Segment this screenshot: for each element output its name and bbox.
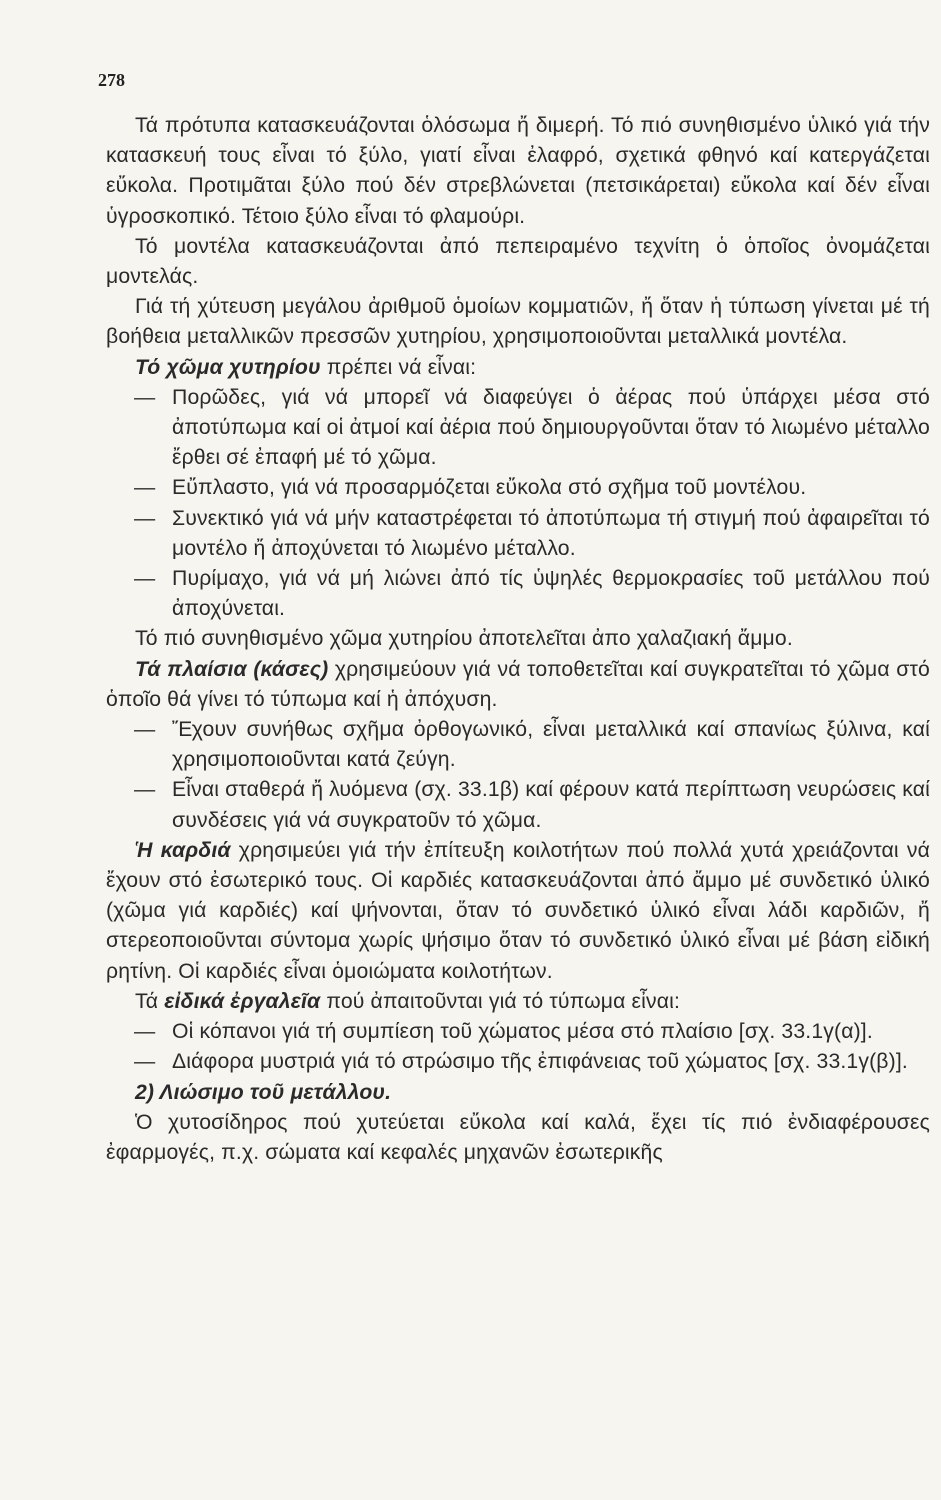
paragraph-flasks: Τά πλαίσια (κάσες) χρησιμεύουν γιά νά τοποθετεῖται καί συγκρατεῖται τό χῶμα στό ὁποῖο θά γίνει τό τύπωμα καί ἡ ἀπόχυση. (106, 657, 930, 711)
list-item-flask-shape: — Ἔχουν συνήθως σχῆμα ὀρθογωνικό, εἶναι μεταλλικά καί σπανίως ξύλινα, καί χρησιμοποιοῦνται κατά ζεύγη. (106, 715, 930, 775)
page-number: 278 (98, 70, 125, 90)
paragraph-patterns: Τά πρότυπα κατασκευάζονται ὁλόσωμα ἤ διμερή. Τό πιό συνηθισμένο ὑλικό γιά τήν κατασκευή τους εἶναι τό ξύλο, γιατί εἶναι ἐλαφρό, σχετικά φθηνό καί κατεργάζεται εὔκολα. Προτιμᾶται ξύλο πού δέν στρεβλώνεται (πετσικάρεται) εὔκολα καί δέν εἶναι ὑγροσκοπικό. Τέτοιο ξύλο εἶναι τό φλαμούρι. (106, 114, 930, 228)
term-special-tools: εἰδικά ἐργαλεῖα (164, 989, 321, 1013)
list-item-cohesive: — Συνεκτικό γιά νά μήν καταστρέφεται τό ἀποτύπωμα τή στιγμή πού ἀφαιρεῖται τό μοντέλο ἤ ἀποχύνεται τό λιωμένο μέταλλο. (106, 504, 930, 564)
list-item-flask-type: — Εἶναι σταθερά ἤ λυόμενα (σχ. 33.1β) καί φέρουν κατά περίπτωση νευρώσεις καί συνδέσεις γιά νά συγκρατοῦν τό χῶμα. (106, 775, 930, 835)
paragraph-quartz-sand: Τό πιό συνηθισμένο χῶμα χυτηρίου ἀποτελεῖται ἀπο χαλαζιακή ἄμμο. (135, 627, 793, 651)
term-core: Ἡ καρδιά (135, 838, 231, 862)
term-flasks: Τά πλαίσια (κάσες) (135, 657, 329, 681)
paragraph-foundry-sand: Τό χῶμα χυτηρίου πρέπει νά εἶναι: (135, 355, 477, 379)
section-heading-melting: 2) Λιώσιμο τοῦ μετάλλου. (135, 1080, 392, 1104)
body-text (106, 111, 930, 1168)
list-item-trowels: — Διάφορα μυστριά γιά τό στρώσιμο τῆς ἐπιφάνειας τοῦ χώματος [σχ. 33.1γ(β)]. (106, 1047, 930, 1077)
list-item-rammers: — Οἱ κόπανοι γιά τή συμπίεση τοῦ χώματος μέσα στό πλαίσιο [σχ. 33.1γ(α)]. (106, 1017, 930, 1047)
list-item-refractory: — Πυρίμαχο, γιά νά μή λιώνει ἀπό τίς ὑψηλές θερμοκρασίες τοῦ μετάλλου πού ἀποχύνεται. (106, 564, 930, 624)
paragraph-models: Τό μοντέλα κατασκευάζονται ἀπό πεπειραμένο τεχνίτη ὁ ὁποῖος ὀνομάζεται μοντελάς. (106, 234, 930, 289)
list-item-plastic: — Εὔπλαστο, γιά νά προσαρμόζεται εὔκολα στό σχῆμα τοῦ μοντέλου. (106, 473, 930, 503)
term-foundry-sand: Τό χῶμα χυτηρίου (135, 355, 321, 379)
paragraph-cast-iron: Ὁ χυτοσίδηρος πού χυτεύεται εὔκολα καί καλά, ἔχει τίς πιό ἐνδιαφέρουσες ἐφαρμογές, π.χ. σώματα καί κεφαλές μηχανῶν ἐσωτερικῆς (106, 1110, 930, 1164)
paragraph-special-tools: Τά εἰδικά ἐργαλεῖα πού ἀπαιτοῦνται γιά τό τύπωμα εἶναι: (135, 989, 681, 1013)
paragraph-core: Ἡ καρδιά χρησιμεύει γιά τήν ἐπίτευξη κοιλοτήτων πού πολλά χυτά χρειάζονται νά ἔχουν στό ἐσωτερικό τους. Οἱ καρδιές κατασκευάζονται ἀπό ἄμμο μέ συνδετικό ὑλικό (χῶμα γιά καρδιές) καί ψήνονται, ὅταν τό συνδετικό ὑλικό εἶναι λάδι καρδιῶν, ἤ στερεοποιοῦνται σύντομα χωρίς ψήσιμο ὅταν τό συνδετικό ὑλικό εἶναι μέ βάση εἰδική ρητίνη. Οἱ καρδιές εἶναι ὁμοιώματα κοιλοτήτων. (106, 838, 930, 983)
list-item-porous: — Πορῶδες, γιά νά μπορεῖ νά διαφεύγει ὁ ἀέρας πού ὑπάρχει μέσα στό ἀποτύπωμα καί οἱ ἀτμοί καί ἀέρια πού δημιουργοῦνται ὅταν τό λιωμένο μέταλλο ἔρθει σέ ἐπαφή μέ τό χῶμα. (106, 383, 930, 474)
paragraph-metal-models: Γιά τή χύτευση μεγάλου ἀριθμοῦ ὁμοίων κομματιῶν, ἤ ὅταν ἡ τύπωση γίνεται μέ τή βοήθεια μεταλλικῶν πρεσσῶν χυτηρίου, χρησιμοποιοῦνται μεταλλικά μοντέλα. (106, 295, 930, 349)
